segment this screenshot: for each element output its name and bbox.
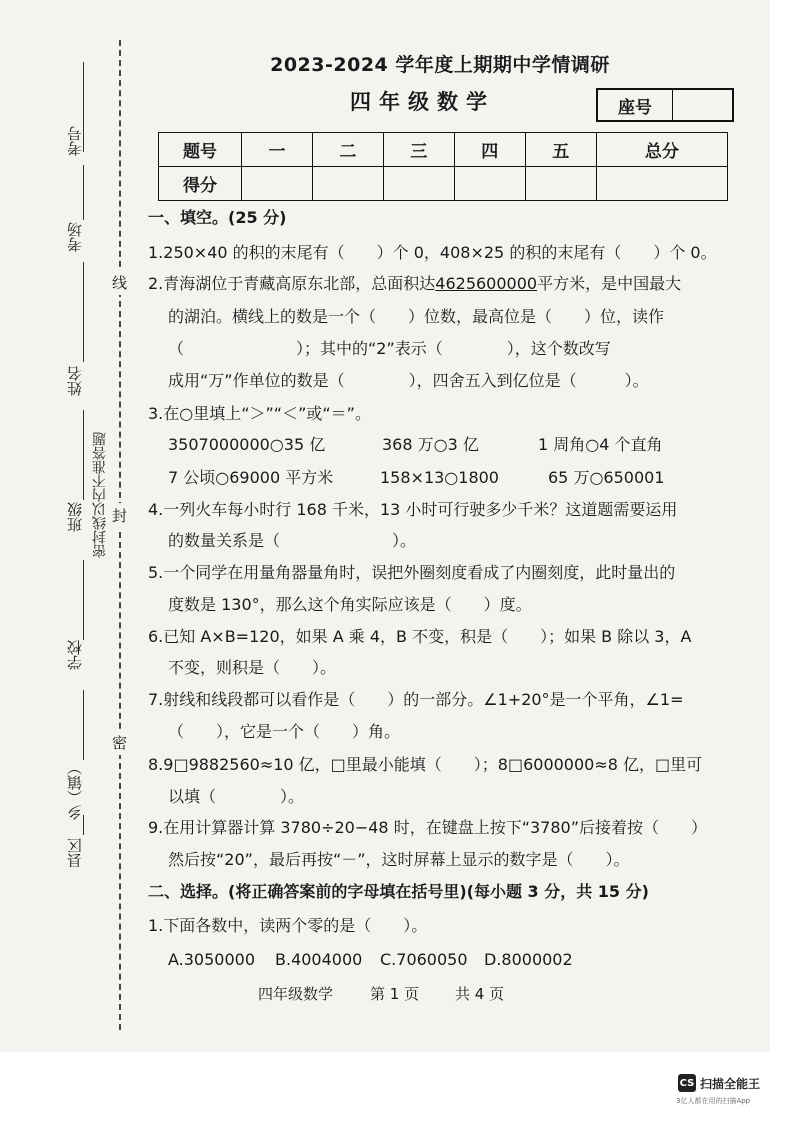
compare-5: 158×13○1800 bbox=[380, 468, 499, 487]
lake-area-number: 4625600000 bbox=[435, 274, 538, 293]
question-1-7-line-1: 7.射线和线段都可以看作是（ ）的一部分。∠1+20°是一个平角，∠1= bbox=[148, 690, 684, 709]
question-1-4-line-1: 4.一列火车每小时行 168 千米，13 小时可行驶多少千米？这道题需要运用 bbox=[148, 500, 678, 519]
option-b: B.4004000 bbox=[275, 950, 363, 969]
seal-dashed-line bbox=[119, 40, 121, 1030]
seal-char-seal: 封 bbox=[112, 503, 127, 528]
camscanner-name: 扫描全能王 bbox=[700, 1077, 761, 1091]
label-exam-room: 考场 bbox=[66, 222, 84, 252]
camscanner-tagline: 3亿人都在用的扫描App bbox=[676, 1097, 751, 1105]
section-2-heading: 二、选择。(将正确答案前的字母填在括号里)(每小题 3 分，共 15 分) bbox=[148, 882, 649, 901]
option-a: A.3050000 bbox=[168, 950, 256, 969]
score-table-score-row bbox=[159, 167, 728, 201]
exam-title: 2023-2024 学年度上期期中学情调研 bbox=[270, 54, 610, 76]
score-header-cell: 总分 bbox=[596, 133, 727, 167]
seat-label: 座号 bbox=[598, 90, 673, 120]
option-d: D.8000002 bbox=[484, 950, 573, 969]
score-header-cell: 一 bbox=[242, 133, 313, 167]
score-table bbox=[158, 132, 728, 201]
compare-1: 3507000000○35 亿 bbox=[168, 435, 326, 454]
score-cell[interactable] bbox=[596, 167, 727, 201]
seat-number-box bbox=[596, 88, 734, 122]
score-header-cell: 三 bbox=[383, 133, 454, 167]
score-header-cell: 题号 bbox=[159, 133, 242, 167]
question-1-1: 1.250×40 的积的末尾有（ ）个 0，408×25 的积的末尾有（ ）个 0。 bbox=[148, 243, 717, 262]
score-header-cell: 二 bbox=[312, 133, 383, 167]
score-cell[interactable] bbox=[242, 167, 313, 201]
score-row-label: 得分 bbox=[159, 167, 242, 201]
compare-2: 368 万○3 亿 bbox=[382, 435, 479, 454]
label-town: 乡（镇） bbox=[66, 760, 84, 820]
score-header-cell: 四 bbox=[454, 133, 525, 167]
seat-value[interactable] bbox=[673, 90, 732, 120]
question-1-8-line-1: 8.9□9882560≈10 亿，□里最小能填（ ）；8□6000000≈8 亿，□里可 bbox=[148, 755, 703, 774]
answer-line bbox=[83, 690, 85, 760]
question-1-2-line-3: （ ）；其中的“2”表示（ ），这个数改写 bbox=[168, 339, 611, 358]
question-1-9-line-2: 然后按“20”，最后再按“－”，这时屏幕上显示的数字是（ ）。 bbox=[168, 850, 630, 869]
answer-line bbox=[83, 410, 85, 500]
score-header-cell: 五 bbox=[525, 133, 596, 167]
q2-text-a: 2.青海湖位于青藏高原东北部，总面积达 bbox=[148, 274, 436, 293]
seal-notice: 密封线以内不准答题 bbox=[92, 432, 108, 558]
answer-line bbox=[83, 815, 85, 835]
seal-char-secret: 密 bbox=[112, 730, 127, 755]
camscanner-logo-icon: CS bbox=[678, 1074, 696, 1092]
question-1-6-line-2: 不变，则积是（ ）。 bbox=[168, 658, 337, 677]
question-1-2-line-4: 成用“万”作单位的数是（ ），四舍五入到亿位是（ ）。 bbox=[168, 371, 649, 390]
option-c: C.7060050 bbox=[380, 950, 468, 969]
question-1-9-line-1: 9.在用计算器计算 3780÷20−48 时，在键盘上按下“3780”后接着按（ ） bbox=[148, 818, 707, 837]
footer-total: 共 4 页 bbox=[455, 985, 505, 1003]
score-cell[interactable] bbox=[312, 167, 383, 201]
question-1-5-line-2: 度数是 130°，那么这个角实际应该是（ ）度。 bbox=[168, 595, 532, 614]
section-1-heading: 一、填空。(25 分) bbox=[148, 208, 287, 227]
footer-page: 第 1 页 bbox=[370, 985, 420, 1003]
label-school: 学校 bbox=[66, 640, 84, 670]
seal-char-line: 线 bbox=[112, 270, 127, 295]
answer-line bbox=[83, 165, 85, 220]
question-1-2-line-2: 的湖泊。横线上的数是一个（ ）位数，最高位是（ ）位，读作 bbox=[168, 307, 665, 326]
label-class: 班级 bbox=[66, 502, 84, 532]
question-1-3: 3.在○里填上“＞”“＜”或“＝”。 bbox=[148, 404, 371, 423]
question-1-7-line-2: （ ），它是一个（ ）角。 bbox=[168, 722, 401, 741]
question-1-4-line-2: 的数量关系是（ ）。 bbox=[168, 531, 417, 550]
question-1-2-line-1 bbox=[148, 274, 681, 294]
score-cell[interactable] bbox=[383, 167, 454, 201]
question-1-6-line-1: 6.已知 A×B=120，如果 A 乘 4，B 不变，积是（ ）；如果 B 除以 3，A bbox=[148, 627, 692, 646]
label-county: 县区 bbox=[66, 838, 84, 868]
compare-6: 65 万○650001 bbox=[548, 468, 665, 487]
answer-line bbox=[83, 560, 85, 640]
score-cell[interactable] bbox=[525, 167, 596, 201]
footer-subject: 四年级数学 bbox=[258, 985, 334, 1003]
label-exam-number: 考号 bbox=[66, 126, 84, 156]
score-table-header-row bbox=[159, 133, 728, 167]
compare-4: 7 公顷○69000 平方米 bbox=[168, 468, 334, 487]
score-cell[interactable] bbox=[454, 167, 525, 201]
exam-subtitle: 四年级数学 bbox=[350, 90, 495, 114]
question-1-5-line-1: 5.一个同学在用量角器量角时，误把外圈刻度看成了内圈刻度，此时量出的 bbox=[148, 563, 676, 582]
question-1-8-line-2: 以填（ ）。 bbox=[168, 787, 305, 806]
q2-text-b: 平方米，是中国最大 bbox=[537, 274, 682, 293]
answer-line bbox=[83, 262, 85, 362]
compare-3: 1 周角○4 个直角 bbox=[538, 435, 663, 454]
question-2-1: 1.下面各数中，读两个零的是（ ）。 bbox=[148, 916, 428, 935]
label-name: 姓名 bbox=[66, 366, 84, 396]
